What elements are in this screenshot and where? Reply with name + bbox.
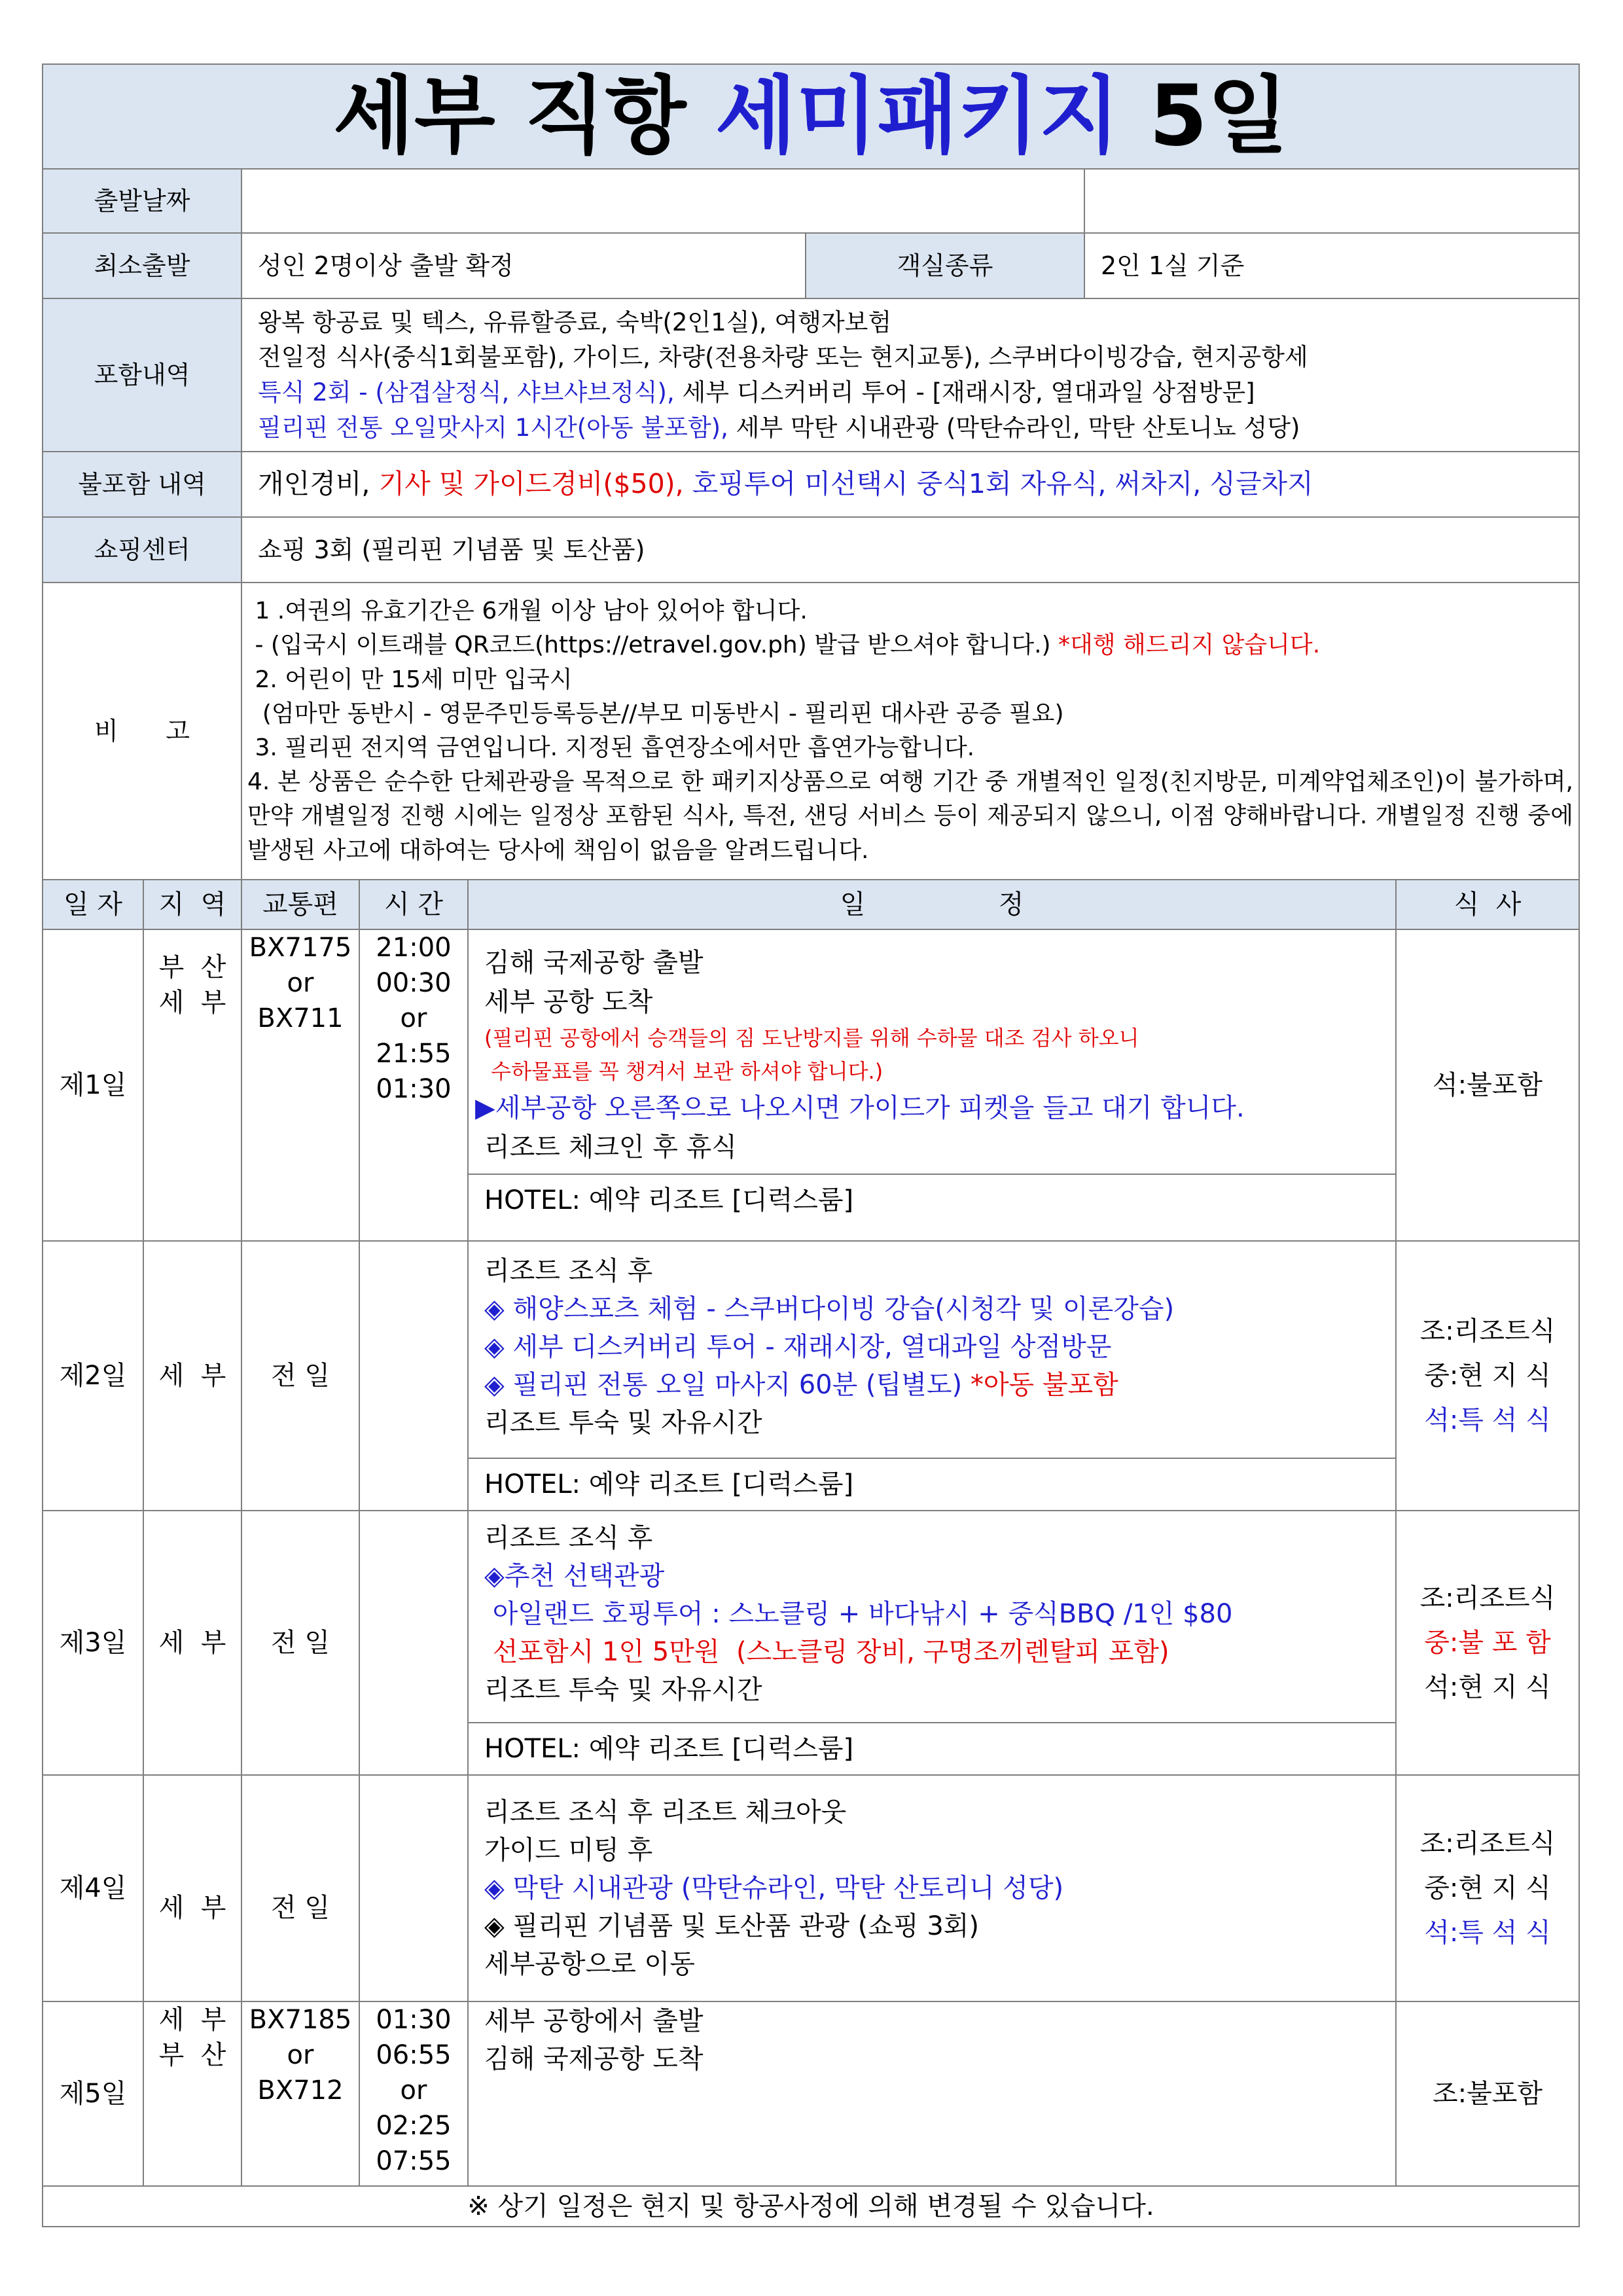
meal-dinner: 석:불포함 [1432,1070,1543,1100]
day-row-2 [43,1241,1579,1511]
remark-3: 2. 어린이 만 15세 미만 입국시 [247,666,573,693]
day-row-3 [43,1511,1579,1775]
remarks-label: 비 고 [43,583,241,880]
itinerary-line: 세부 공항에서 출발 [484,2006,704,2036]
remark-5: 3. 필리핀 전지역 금연입니다. 지정된 흡연장소에서만 흡연가능합니다. [247,734,975,761]
day-row-4 [43,1775,1579,2001]
remark-1: 1 .여권의 유효기간은 6개월 이상 남아 있어야 합니다. [247,598,808,625]
day-itinerary [468,1241,1396,1511]
time-or: or [400,1003,427,1033]
baggage-warning: (필리핀 공항에서 승객들의 짐 도난방지를 위해 수하물 대조 검사 하오니 [484,1026,1139,1050]
day-label: 제5일 [43,2001,143,2186]
itinerary-line: 세부 공항 도착 [484,987,653,1017]
meal-breakfast: 조:리조트식 [1419,1316,1556,1346]
time-4: 01:30 [376,1074,452,1104]
itinerary-sheet [42,63,1578,2227]
itinerary-line: 리조트 조식 후 리조트 체크아웃 [484,1797,847,1827]
day-itinerary [468,2001,1396,2186]
day-label: 제2일 [43,1241,143,1511]
departure-date-label: 출발날짜 [43,169,241,233]
included-line3 [258,375,1563,410]
day-transport: 전 일 [241,1775,359,2001]
excluded-red: 기사 및 가이드경비($50), [378,468,692,500]
itinerary-line: 리조트 투숙 및 자유시간 [484,1675,762,1705]
itinerary-line [484,1366,1380,1404]
min-departure-label: 최소출발 [43,233,241,298]
hotel-info: HOTEL: 예약 리조트 [디럭스룸] [469,1722,1395,1774]
itinerary-line: 리조트 체크인 후 휴식 [484,1132,737,1163]
footer-note: ※ 상기 일정은 현지 및 항공사정에 의해 변경될 수 있습니다. [43,2186,1579,2227]
meal-dinner: 석:특 석 식 [1424,1405,1551,1435]
itinerary-line: ◈ 필리핀 기념품 및 토산품 관광 (쇼핑 3회) [484,1911,980,1941]
remark-4: (엄마만 동반시 - 영문주민등록등본//부모 미동반시 - 필리핀 대사관 공증 필요) [247,700,1064,727]
day-itinerary [468,1775,1396,2001]
included-line4-rest: 세부 막탄 시내관광 (막탄슈라인, 막탄 산토니뇨 성당) [728,413,1300,442]
day-label: 제3일 [43,1511,143,1775]
day-region: 세 부 [143,1241,241,1511]
day-meals [1396,929,1579,1241]
itinerary-line: 리조트 조식 후 [484,1523,653,1553]
meal-breakfast: 조:리조트식 [1419,1583,1556,1613]
optional-tour-title: ◈추천 선택관광 [484,1561,665,1591]
excluded-content [241,452,1579,517]
flight-or: or [287,2040,314,2070]
region-line-1: 세 부 [158,2005,226,2035]
meal-lunch: 중:현 지 식 [1424,1873,1551,1903]
day-label: 제1일 [43,929,143,1241]
day-region: 세 부 [143,1511,241,1775]
time-2: 00:30 [376,968,452,998]
hotel-info: HOTEL: 예약 리조트 [디럭스룸] [469,1458,1395,1510]
excluded-black: 개인경비, [258,468,379,500]
day-meals [1396,1775,1579,2001]
time-1: 01:30 [376,2005,452,2035]
included-line2: 전일정 식사(중식1회불포함), 가이드, 차량(전용차량 또는 현지교통), 스쿠버다이빙강습, 현지공항세 [258,343,1308,372]
itinerary-line: 리조트 투숙 및 자유시간 [484,1408,762,1438]
itinerary-line: 김해 국제공항 도착 [484,2044,704,2074]
day-region: 세 부 [143,1775,241,2001]
included-content [241,298,1579,452]
itinerary-line: ◈ 해양스포츠 체험 - 스쿠버다이빙 강습(시청각 및 이론강습) [484,1294,1175,1324]
departure-date-value [241,169,1084,233]
time-3: 02:25 [376,2111,452,2141]
col-header-transport: 교통편 [241,880,359,929]
excluded-label: 불포함 내역 [43,452,241,517]
flight-1: BX7185 [249,2005,352,2035]
room-type-label: 객실종류 [806,233,1084,298]
flight-2: BX712 [257,2075,344,2106]
included-line4-highlight: 필리핀 전통 오일맛사지 1시간(아동 불포함), [258,413,728,442]
meal-dinner: 석:특 석 식 [1424,1918,1551,1948]
region-line-1: 부 산 [158,952,226,982]
day-itinerary [468,1511,1396,1775]
col-header-meals: 식 사 [1396,880,1579,929]
title-part2: 세미패키지 [715,67,1120,165]
optional-tour-detail: 아일랜드 호핑투어 : 스노클링 + 바다낚시 + 중식BBQ /1인 $80 [484,1599,1233,1629]
itinerary-line: ▶세부공항 오른쪽으로 나오시면 가이드가 피켓을 들고 대기 합니다. [475,1093,1245,1124]
time-4: 07:55 [376,2146,452,2176]
day-time [359,1511,468,1775]
min-departure-value: 성인 2명이상 출발 확정 [241,233,806,298]
meal-dinner: 석:현 지 식 [1424,1672,1551,1702]
region-line-2: 부 산 [158,2040,226,2070]
day-time [359,929,468,1241]
itinerary-line: 김해 국제공항 출발 [484,948,704,978]
region-line-2: 세 부 [158,988,226,1018]
included-label: 포함내역 [43,298,241,452]
page-title [43,64,1579,169]
day-row-1 [43,929,1579,1241]
meal-breakfast: 조:리조트식 [1419,1829,1556,1859]
remark-2 [247,628,1573,662]
day-time [359,2001,468,2186]
optional-tour-price: 선포함시 1인 5만원 (스노클링 장비, 구명조끼렌탈피 포함) [484,1637,1169,1667]
day-transport [241,2001,359,2186]
meal-breakfast: 조:불포함 [1432,2079,1543,2109]
day-meals [1396,2001,1579,2186]
day-row-5 [43,2001,1579,2186]
time-3: 21:55 [376,1039,452,1069]
shopping-label: 쇼핑센터 [43,517,241,583]
day-transport: 전 일 [241,1511,359,1775]
day-label: 제4일 [43,1775,143,2001]
time-or: or [400,2075,427,2106]
hotel-info: HOTEL: 예약 리조트 [디럭스룸] [469,1174,1395,1226]
title-part1: 세부 직항 [333,67,716,165]
departure-date-extra [1084,169,1579,233]
day-meals [1396,1241,1579,1511]
day-transport: 전 일 [241,1241,359,1511]
flight-or: or [287,968,314,998]
itinerary-line: ◈ 세부 디스커버리 투어 - 재래시장, 열대과일 상점방문 [484,1332,1112,1362]
baggage-warning: 수하물표를 꼭 챙겨서 보관 하셔야 합니다.) [484,1059,883,1085]
day-meals [1396,1511,1579,1775]
day-time [359,1241,468,1511]
remark-6: 4. 본 상품은 순수한 단체관광을 목적으로 한 패키지상품으로 여행 기간 중 개별적인 일정(친지방문, 미계약업체조인)이 불가하며, 만약 개별일정 진행 시에는 일정상 포함된 식사, 특전, 샌딩 서비스 등이 제공되지 않으니, 이점 양해바랍니다. 개별일정 진행 중에 발생된 사고에 대하여는 당사에 책임이 없음을 알려드립니다. [247,768,1573,864]
flight-1: BX7175 [249,933,352,963]
day-region [143,929,241,1241]
itinerary-line: 세부공항으로 이동 [484,1949,695,1979]
day-time [359,1775,468,2001]
flight-2: BX711 [257,1003,344,1033]
col-header-time: 시 간 [359,880,468,929]
time-2: 06:55 [376,2040,452,2070]
excluded-blue: 호핑투어 미선택시 중식1회 자유식, 써차지, 싱글차지 [692,468,1313,500]
itinerary-line: ◈ 막탄 시내관광 (막탄슈라인, 막탄 산토리니 성당) [484,1873,1064,1903]
room-type-value: 2인 1실 기준 [1084,233,1579,298]
included-line1: 왕복 항공료 및 텍스, 유류할증료, 숙박(2인1실), 여행자보험 [258,308,892,336]
remarks-content [241,583,1579,880]
meal-lunch: 중:불 포 함 [1424,1628,1551,1658]
itinerary-table [42,63,1580,2227]
col-header-itinerary: 일 정 [468,880,1396,929]
massage-text: ◈ 필리핀 전통 오일 마사지 60분 (팁별도) [484,1370,971,1400]
day-transport [241,929,359,1241]
meal-lunch: 중:현 지 식 [1424,1361,1551,1391]
itinerary-line: 리조트 조식 후 [484,1256,653,1286]
included-line3-highlight: 특식 2회 - (삼겹살정식, 샤브샤브정식), [258,378,675,406]
remark-2-text: - (입국시 이트래블 QR코드(https://etravel.gov.ph) 발급 받으셔야 합니다.) [247,632,1059,659]
col-header-day: 일 자 [43,880,143,929]
itinerary-line: 가이드 미팅 후 [484,1835,653,1865]
massage-child-note: *아동 불포함 [970,1370,1118,1400]
time-1: 21:00 [376,933,452,963]
day-itinerary [468,929,1396,1241]
title-part3: 5일 [1120,67,1289,165]
remark-2-warning: *대행 해드리지 않습니다. [1058,632,1321,659]
included-line3-rest: 세부 디스커버리 투어 - [재래시장, 열대과일 상점방문] [674,378,1255,406]
day-region [143,2001,241,2186]
included-line4 [258,410,1563,446]
col-header-region: 지 역 [143,880,241,929]
shopping-value: 쇼핑 3회 (필리핀 기념품 및 토산품) [241,517,1579,583]
